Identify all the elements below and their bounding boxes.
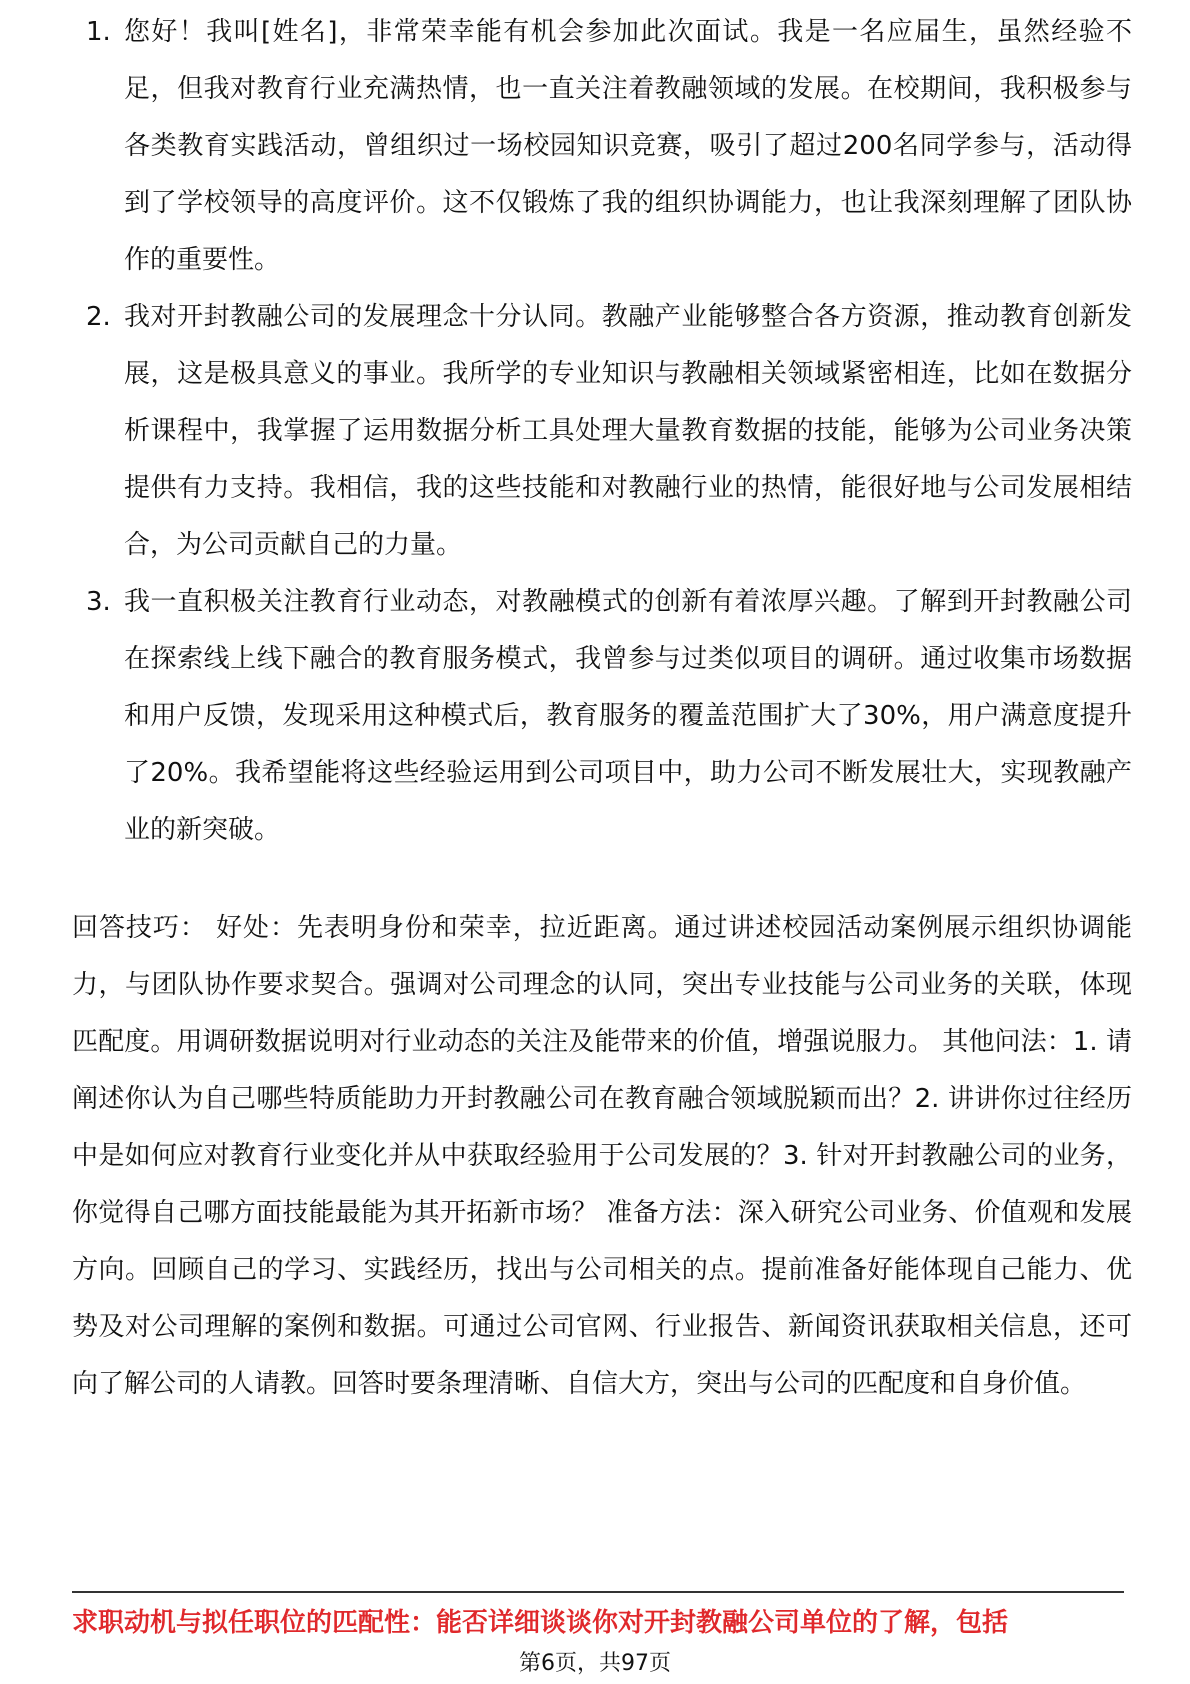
answer-list [72, 17, 1132, 859]
item-number: 1. [86, 17, 111, 47]
item-number: 2. [86, 302, 111, 332]
item-text: 我对开封教融公司的发展理念十分认同。教融产业能够整合各方资源，推动教育创新发展，这是极具意义的事业。我所学的专业知识与教融相关领域紧密相连，比如在数据分析课程中，我掌握了运用数据分析工具处理大量教育数据的技能，能够为公司业务决策提供有力支持。我相信，我的这些技能和对教融行业的热情，能很好地与公司发展相结合，为公司贡献自己的力量。 [124, 302, 1132, 560]
item-text: 我一直积极关注教育行业动态，对教融模式的创新有着浓厚兴趣。了解到开封教融公司在探索线上线下融合的教育服务模式，我曾参与过类似项目的调研。通过收集市场数据和用户反馈，发现采用这种模式后，教育服务的覆盖范围扩大了30%，用户满意度提升了20%。我希望能将这些经验运用到公司项目中，助力公司不断发展壮大，实现教融产业的新突破。 [124, 587, 1132, 845]
answer-item-1 [72, 4, 1132, 289]
next-question-heading: 求职动机与拟任职位的匹配性：能否详细谈谈你对开封教融公司单位的了解，包括 [72, 1608, 1009, 1638]
item-text: 您好！我叫[姓名]，非常荣幸能有机会参加此次面试。我是一名应届生，虽然经验不足，但我对教育行业充满热情，也一直关注着教融领域的发展。在校期间，我积极参与各类教育实践活动，曾组织过一场校园知识竞赛，吸引了超过200名同学参与，活动得到了学校领导的高度评价。这不仅锻炼了我的组织协调能力，也让我深刻理解了团队协作的重要性。 [124, 17, 1132, 275]
section-divider [72, 1591, 1124, 1593]
page-footer: 第6页，共97页 [519, 1651, 671, 1676]
answer-tips: 回答技巧： 好处：先表明身份和荣幸，拉近距离。通过讲述校园活动案例展示组织协调能力，与团队协作要求契合。强调对公司理念的认同，突出专业技能与公司业务的关联，体现匹配度。用调研数据说明对行业动态的关注及能带来的价值，增强说服力。 其他问法：1. 请阐述你认为自己哪些特质能助力开封教融公司在教育融合领域脱颖而出？2. 讲讲你过往经历中是如何应对教育行业变化并从中获取经验用于公司发展的？3. 针对开封教融公司的业务，你觉得自己哪方面技能最能为其开拓新市场？ 准备方法：深入研究公司业务、价值观和发展方向。回顾自己的学习、实践经历，找出与公司相关的点。提前准备好能体现自己能力、优势及对公司理解的案例和数据。可通过公司官网、行业报告、新闻资讯获取相关信息，还可向了解公司的人请教。回答时要条理清晰、自信大方，突出与公司的匹配度和自身价值。 [72, 913, 1132, 1399]
answer-item-3 [72, 574, 1132, 859]
answer-item-2 [72, 289, 1132, 574]
item-number: 3. [86, 587, 111, 617]
